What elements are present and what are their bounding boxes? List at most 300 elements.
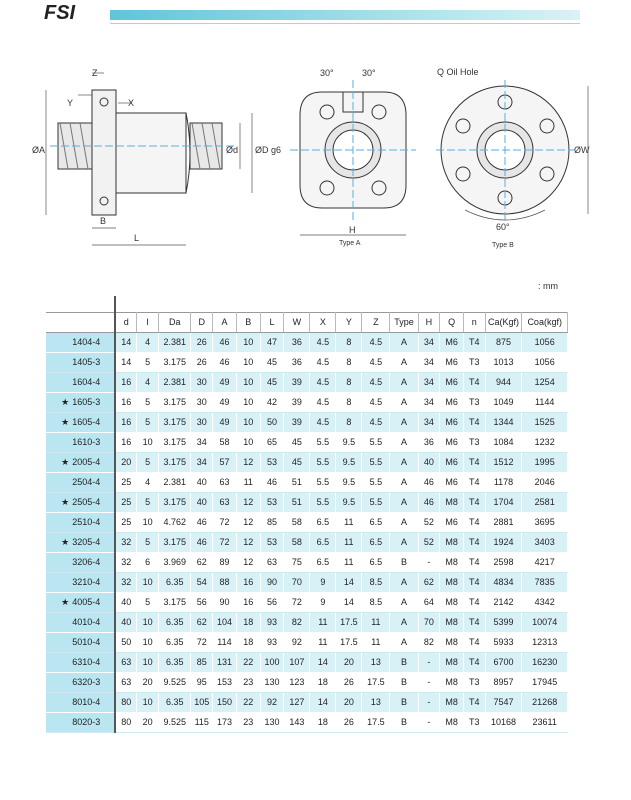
table-cell: 5933 [485,632,522,652]
table-cell: 11 [310,632,336,652]
table-row [46,352,568,372]
table-cell: M8 [440,672,464,692]
table-cell: T4 [463,412,485,432]
table-cell: 16 [236,592,260,612]
table-cell: 4.5 [362,392,390,412]
model-number: 3205-4 [72,536,101,547]
table-cell: 92 [260,692,284,712]
table-cell: 4.762 [158,512,190,532]
star-icon: ★ [61,416,70,427]
table-cell: 16 [115,372,137,392]
table-cell: 12 [236,452,260,472]
table-cell: T3 [463,392,485,412]
type-b-oil-hole-label: Q Oil Hole [437,67,479,77]
table-cell: 20 [336,652,362,672]
model-cell [46,412,115,432]
table-cell: 4834 [485,572,522,592]
table-cell: 63 [213,472,237,492]
table-cell: 3.175 [158,352,190,372]
table-cell: 49 [213,372,237,392]
table-cell: 46 [260,472,284,492]
table-cell: 95 [191,672,213,692]
table-cell: 93 [260,612,284,632]
table-cell: 14 [336,572,362,592]
table-cell: 8 [336,332,362,352]
table-cell: 114 [213,632,237,652]
table-cell: 6.5 [362,532,390,552]
table-cell: M8 [440,532,464,552]
table-cell: 49 [213,392,237,412]
table-row [46,512,568,532]
model-cell [46,672,115,692]
table-cell: 3403 [522,532,568,552]
table-cell: 30 [191,412,213,432]
model-cell [46,712,115,732]
table-cell: A [390,612,418,632]
column-header: W [284,312,310,332]
model-cell [46,332,115,352]
table-cell: 9.5 [336,452,362,472]
table-cell: 80 [115,692,137,712]
table-cell: A [390,572,418,592]
table-cell: 39 [284,392,310,412]
model-cell [46,572,115,592]
table-cell: 32 [115,552,137,572]
table-cell: 72 [213,512,237,532]
table-cell: 8.5 [362,592,390,612]
table-cell: 5.5 [362,432,390,452]
column-header: Type [390,312,418,332]
table-cell: A [390,432,418,452]
table-cell: 36 [418,432,440,452]
model-number: 6320-3 [72,677,101,687]
table-cell: 1056 [522,352,568,372]
model-number: 2505-4 [72,496,101,507]
table-cell: 131 [213,652,237,672]
table-cell: 80 [115,712,137,732]
column-header: I [137,312,159,332]
table-cell: A [390,512,418,532]
table-cell: 4.5 [310,392,336,412]
table-cell: 5399 [485,612,522,632]
model-number: 1404-4 [72,337,101,347]
table-cell: 72 [191,632,213,652]
table-cell: 10 [236,372,260,392]
table-cell: 32 [115,532,137,552]
table-cell: 1056 [522,332,568,352]
model-cell [46,512,115,532]
table-cell: 10 [236,352,260,372]
model-number: 8010-4 [72,697,101,707]
table-cell: 53 [260,532,284,552]
table-cell: 3695 [522,512,568,532]
table-row [46,552,568,572]
table-cell: 22 [236,652,260,672]
model-number: 2510-4 [72,517,101,527]
table-cell: 12 [236,512,260,532]
table-cell: 46 [418,492,440,512]
table-cell: 18 [310,672,336,692]
table-cell: 17.5 [336,612,362,632]
table-cell: 90 [213,592,237,612]
table-cell: - [418,712,440,732]
table-cell: 8957 [485,672,522,692]
column-header: D [191,312,213,332]
table-cell: 1344 [485,412,522,432]
table-cell: 4.5 [310,332,336,352]
type-b-angle-label: 60° [496,222,510,232]
table-cell: T4 [463,592,485,612]
table-cell: 11 [336,552,362,572]
table-cell: 88 [213,572,237,592]
label-d-g6: ØD g6 [255,145,282,155]
table-cell: 63 [115,672,137,692]
table-cell: 34 [191,432,213,452]
table-cell: M6 [440,512,464,532]
table-cell: 4 [137,472,159,492]
table-cell: 10 [236,432,260,452]
table-cell: T3 [463,672,485,692]
table-cell: 100 [260,652,284,672]
table-cell: 40 [418,452,440,472]
table-cell: 46 [213,332,237,352]
type-b-drawing [436,80,588,220]
table-cell: 6.35 [158,632,190,652]
table-cell: 23 [236,672,260,692]
table-cell: 2.381 [158,472,190,492]
table-cell: 2.381 [158,332,190,352]
table-cell: 10168 [485,712,522,732]
table-cell: 127 [284,692,310,712]
table-cell: 5.5 [310,492,336,512]
table-cell: 104 [213,612,237,632]
table-cell: T4 [463,632,485,652]
table-header-row [46,312,568,332]
column-header: L [260,312,284,332]
title-gradient-bar [110,10,580,20]
table-row [46,472,568,492]
table-cell: 3.175 [158,452,190,472]
table-cell: 14 [310,652,336,672]
table-cell: 10 [137,512,159,532]
table-cell: 70 [284,572,310,592]
table-cell: 10 [236,392,260,412]
column-header: d [115,312,137,332]
table-cell: 46 [213,352,237,372]
model-number: 4005-4 [72,596,101,607]
table-cell: 11 [236,472,260,492]
table-cell: 5 [137,392,159,412]
model-number: 4010-4 [72,617,101,627]
table-cell: 7547 [485,692,522,712]
model-cell [46,552,115,572]
model-number: 3210-4 [72,577,101,587]
table-cell: 1254 [522,372,568,392]
table-cell: T3 [463,712,485,732]
star-icon: ★ [61,396,70,407]
star-icon: ★ [61,456,70,467]
type-b-w-label: ØW [574,145,590,155]
table-cell: 6.35 [158,652,190,672]
table-cell: 14 [115,332,137,352]
table-cell: 5.5 [362,492,390,512]
table-cell: M8 [440,592,464,612]
table-cell: 45 [260,372,284,392]
table-cell: 21268 [522,692,568,712]
table-cell: 16 [236,572,260,592]
model-cell [46,372,115,392]
table-cell: 107 [284,652,310,672]
table-cell: 10 [137,652,159,672]
technical-drawings [0,40,631,290]
table-cell: A [390,352,418,372]
table-cell: T4 [463,492,485,512]
table-cell: 10074 [522,612,568,632]
table-cell: 10 [137,612,159,632]
table-cell: 9 [310,592,336,612]
table-cell: 6.5 [310,512,336,532]
table-row [46,432,568,452]
table-cell: 7835 [522,572,568,592]
table-cell: 25 [115,492,137,512]
table-cell: 39 [284,372,310,392]
table-cell: M8 [440,632,464,652]
table-cell: A [390,492,418,512]
table-cell: 1704 [485,492,522,512]
table-cell: T3 [463,432,485,452]
column-header: Coa(kgf) [522,312,568,332]
table-cell: 14 [310,692,336,712]
label-x: X [128,98,135,108]
table-cell: 4342 [522,592,568,612]
table-cell: 34 [418,372,440,392]
table-row [46,452,568,472]
type-a-angle-left: 30° [320,68,334,78]
table-cell: 9.525 [158,672,190,692]
table-cell: T4 [463,472,485,492]
table-cell: B [390,652,418,672]
table-cell: - [418,692,440,712]
table-cell: 40 [115,592,137,612]
table-cell: 52 [418,532,440,552]
column-header: n [463,312,485,332]
table-cell: 1049 [485,392,522,412]
table-cell: 53 [260,452,284,472]
table-cell: 47 [260,332,284,352]
table-cell: T4 [463,372,485,392]
column-header: X [310,312,336,332]
table-cell: 20 [137,712,159,732]
table-cell: 14 [336,592,362,612]
table-cell: 3.175 [158,412,190,432]
table-cell: 13 [362,692,390,712]
table-cell: 11 [336,532,362,552]
table-cell: 5.5 [362,472,390,492]
model-number: 8020-3 [72,717,101,727]
label-l: L [134,233,140,243]
table-cell: 63 [115,652,137,672]
table-cell: 58 [284,532,310,552]
table-cell: 85 [191,652,213,672]
label-y: Y [67,98,74,108]
table-cell: A [390,392,418,412]
table-cell: 63 [213,492,237,512]
table-cell: 34 [418,392,440,412]
table-cell: A [390,372,418,392]
table-cell: T4 [463,532,485,552]
table-cell: 3.175 [158,532,190,552]
column-header: A [213,312,237,332]
table-cell: 9.525 [158,712,190,732]
table-cell: 6.5 [310,552,336,572]
table-row [46,632,568,652]
table-cell: 58 [284,512,310,532]
table-cell: 40 [191,472,213,492]
table-cell: 23 [236,712,260,732]
table-cell: 12313 [522,632,568,652]
model-number: 3206-4 [72,557,101,567]
table-cell: M6 [440,452,464,472]
table-cell: 5 [137,452,159,472]
table-cell: M8 [440,552,464,572]
table-cell: 56 [260,592,284,612]
table-cell: 16 [115,412,137,432]
table-cell: 45 [284,432,310,452]
table-cell: 62 [418,572,440,592]
table-cell: 23611 [522,712,568,732]
table-cell: 6700 [485,652,522,672]
model-cell [46,432,115,452]
table-cell: 9.5 [336,472,362,492]
spec-table [46,296,568,733]
table-cell: 4 [137,332,159,352]
table-cell: A [390,412,418,432]
table-cell: T4 [463,652,485,672]
table-cell: 70 [418,612,440,632]
spec-table-wrapper [46,296,568,733]
table-cell: A [390,532,418,552]
table-cell: 25 [115,472,137,492]
table-cell: 1924 [485,532,522,552]
table-cell: 89 [213,552,237,572]
type-a-drawing [290,80,416,235]
table-row [46,692,568,712]
table-cell: 85 [260,512,284,532]
table-cell: M6 [440,372,464,392]
table-cell: 11 [362,632,390,652]
table-row [46,492,568,512]
table-cell: 16 [115,432,137,452]
table-cell: 3.175 [158,392,190,412]
table-cell: 10 [236,332,260,352]
model-number: 2005-4 [72,456,101,467]
table-cell: T4 [463,692,485,712]
table-cell: 25 [115,512,137,532]
table-cell: M6 [440,412,464,432]
table-cell: 6.5 [310,532,336,552]
table-cell: 143 [284,712,310,732]
table-cell: 1084 [485,432,522,452]
table-cell: M8 [440,492,464,512]
table-cell: 11 [362,612,390,632]
table-cell: 20 [115,452,137,472]
table-cell: 46 [191,512,213,532]
table-cell: 26 [191,332,213,352]
table-cell: 26 [336,672,362,692]
table-cell: 82 [418,632,440,652]
table-cell: 92 [284,632,310,652]
model-cell [46,472,115,492]
table-cell: 4.5 [362,372,390,392]
table-cell: 130 [260,672,284,692]
table-cell: 10 [137,432,159,452]
table-cell: 12 [236,492,260,512]
table-cell: 12 [236,532,260,552]
table-cell: 11 [310,612,336,632]
table-cell: 17.5 [362,712,390,732]
table-cell: 6 [137,552,159,572]
star-icon: ★ [61,596,70,607]
table-cell: 4.5 [310,352,336,372]
table-cell: 1144 [522,392,568,412]
table-cell: 58 [213,432,237,452]
table-cell: 6.35 [158,692,190,712]
model-cell [46,492,115,512]
table-cell: 22 [236,692,260,712]
table-cell: 12 [236,552,260,572]
model-cell [46,612,115,632]
table-cell: 8 [336,412,362,432]
table-cell: 9 [310,572,336,592]
table-cell: 6.5 [362,552,390,572]
table-row [46,592,568,612]
table-cell: 3.175 [158,492,190,512]
table-cell: 2581 [522,492,568,512]
table-cell: 150 [213,692,237,712]
table-cell: 9.5 [336,432,362,452]
table-cell: T4 [463,512,485,532]
table-cell: A [390,452,418,472]
table-cell: 173 [213,712,237,732]
table-row [46,612,568,632]
table-cell: M8 [440,652,464,672]
type-a-angle-right: 30° [362,68,376,78]
table-cell: T4 [463,612,485,632]
table-cell: 5 [137,592,159,612]
table-cell: 30 [191,392,213,412]
table-cell: 20 [137,672,159,692]
side-view-drawing [46,73,252,245]
table-row [46,712,568,732]
table-cell: 8 [336,372,362,392]
table-cell: 42 [260,392,284,412]
table-cell: 34 [418,412,440,432]
table-cell: 49 [213,412,237,432]
table-cell: 50 [260,412,284,432]
table-cell: 26 [191,352,213,372]
model-number: 1610-3 [72,437,101,447]
table-cell: 10 [236,412,260,432]
column-header: Da [158,312,190,332]
table-cell: 1525 [522,412,568,432]
table-cell: 5.5 [310,432,336,452]
table-cell: 57 [213,452,237,472]
table-cell: 8.5 [362,572,390,592]
table-cell: 82 [284,612,310,632]
table-cell: 5.5 [362,452,390,472]
table-cell: 26 [336,712,362,732]
table-cell: B [390,712,418,732]
